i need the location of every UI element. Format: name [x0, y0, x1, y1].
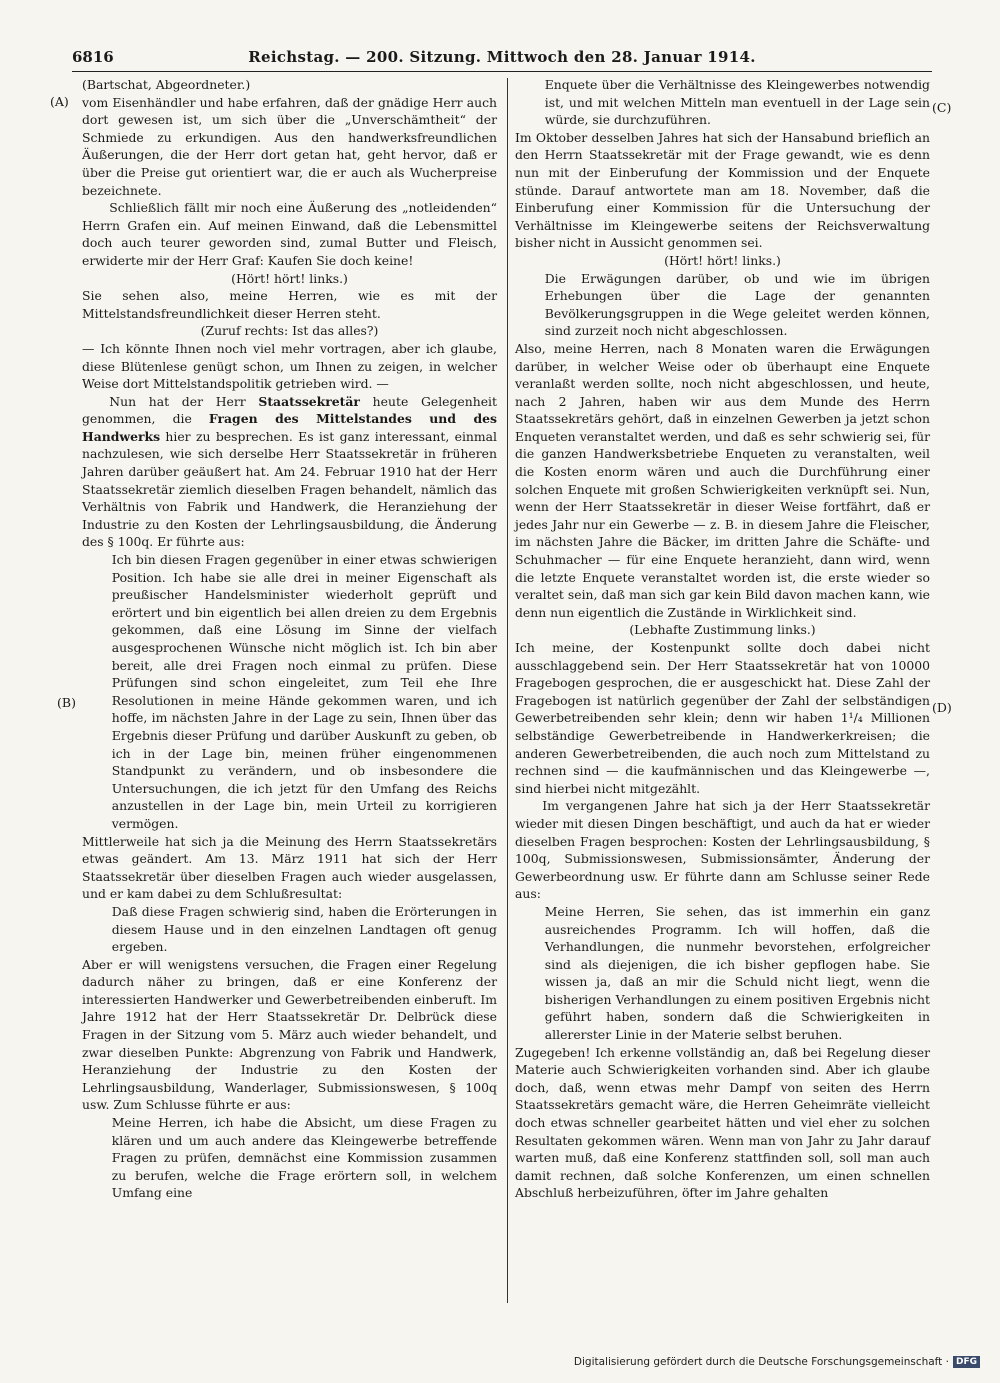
paragraph: Zugegeben! Ich erkenne vollständig an, daß bei Regelung dieser Materie auch Schwierigkeiten vorhanden sind. Aber ich glaube doch, daß, wenn etwas mehr Dampf von seiten des Herrn Staatssekretärs gemacht wäre, die Herren Geheimräte vielleicht doch etwas schneller gearbeitet hätten und viel eher zu solchen Resultaten gekommen wären. Wenn man von Jahr zu Jahr darauf warten muß, daß eine Konferenz stattfinden soll, soll man auch damit rechnen, daß solche Konferenzen, um einen schnellen Abschluß herbeizuführen, öfter im Jahre gehalten — [515, 1044, 930, 1201]
paragraph: Aber er will wenigstens versuchen, die Fragen einer Regelung dadurch näher zu bringen, daß er eine Konferenz der interessierten Handwerker und Gewerbetreibenden einberuft. Im Jahre 1912 hat der Herr Staatssekretär Dr. Delbrück diese Fragen in der Sitzung vom 5. März auch wieder behandelt, und zwar dieselben Punkte: Abgrenzung von Fabrik und Handwerk, Heranziehung der Industrie zu den Kosten der Lehrlingsausbildung, Wanderlager, Submissionswesen, § 100q usw. Zum Schlusse führte er aus: — [82, 956, 497, 1113]
margin-mark-a: (A) — [50, 94, 69, 109]
paragraph: Sie sehen also, meine Herren, wie es mit der Mittelstandsfreundlichkeit dieser Herren steht. — [82, 288, 497, 321]
page-number: 6816 — [72, 48, 114, 66]
quotation: Daß diese Fragen schwierig sind, haben die Erörterungen in diesem Hause und in den einzelnen Landtagen oft genug ergeben. — [111, 903, 497, 955]
text-run: Nun hat der Herr — [109, 393, 259, 409]
right-column — [515, 76, 930, 1202]
running-title: Reichstag. — 200. Sitzung. Mittwoch den 28. Januar 1914. — [248, 48, 756, 66]
page-header — [72, 48, 932, 70]
digitization-footer — [574, 1356, 980, 1368]
left-column — [82, 76, 497, 1202]
paragraph: — Ich könnte Ihnen noch viel mehr vortragen, aber ich glaube, diese Blütenlese genügt schon, um Ihnen zu zeigen, in welcher Weise dort Mittelstandspolitik getrieben wird. — — [82, 340, 497, 392]
margin-mark-d: (D) — [932, 700, 952, 715]
paragraph: Also, meine Herren, nach 8 Monaten waren die Erwägungen darüber, in welcher Weise oder ob überhaupt eine Enquete veranlaßt werden sollte, noch nicht abgeschlossen, und heute, nach 2 Jahren, haben wir aus dem Munde des Herrn Staatssekretärs gehört, daß in einzelnen Gewerben ja jetzt schon Enqueten veranstaltet werden, und daß es sehr schwierig sei, für die ganzen Handwerksbetriebe Enqueten zu veranstalten, weil die Kosten enorm wären und auch die Durchführung einer solchen Enquete mit großen Schwierigkeiten verknüpft sei. Nun, wenn der Herr Staatssekretär in dieser Weise fortfährt, daß er jedes Jahr nur ein Gewerbe — z. B. in diesem Jahre die Fleischer, im nächsten Jahre die Bäcker, im dritten Jahre die Schäfte- und Schuhmacher — für eine Enquete heranzieht, dann wird, wenn die letzte Enquete veranstaltet worden ist, die erste wieder so veraltet sein, daß man sich gar kein Bild davon machen kann, wie denn nun eigentlich die Zustände in Wirklichkeit sind. — [515, 340, 930, 620]
text-run: hier zu besprechen. Es ist ganz interessant, einmal nachzulesen, wie sich derselbe Herr Staatssekretär in früheren Jahren darüber geäußert hat. Am 24. Februar 1910 hat der Herr Staatssekretär ziemlich dieselben Fragen behandelt, nämlich das Verhältnis von Fabrik und Handwerk, die Heranziehung der Industrie zu den Kosten der Lehrlingsausbildung, die Änderung des § 100q. Er führte aus: — [82, 428, 497, 550]
dfg-logo: DFG — [953, 1356, 980, 1368]
paragraph: Schließlich fällt mir noch eine Äußerung des „notleidenden“ Herrn Grafen ein. Auf meinen Einwand, daß die Lebensmittel doch auch teurer geworden sind, zumal Butter und Fleisch, erwiderte mir der Herr Graf: Kaufen Sie doch keine! — [82, 200, 497, 268]
interjection: (Hört! hört! links.) — [231, 270, 348, 286]
margin-mark-c: (C) — [932, 100, 952, 115]
paragraph: Im Oktober desselben Jahres hat sich der Hansabund brieflich an den Herrn Staatssekretär mit der Frage gewandt, wie es denn nun mit der Einberufung der Kommission und der Enquete stünde. Darauf antwortete man am 18. November, daß die Einberufung einer Kommission für die Untersuchung der Verhältnisse im Kleingewerbe seitens der Reichsverwaltung bisher nicht in Aussicht genommen sei. — [515, 129, 930, 251]
footer-text: Digitalisierung gefördert durch die Deutsche Forschungsgemeinschaft · — [573, 1356, 949, 1368]
interjection: (Lebhafte Zustimmung links.) — [629, 622, 816, 638]
column-separator — [507, 78, 508, 1303]
header-rule — [72, 71, 932, 72]
paragraph: Im vergangenen Jahre hat sich ja der Herr Staatssekretär wieder mit diesen Dingen beschäftigt, und auch da hat er wieder dieselben Fragen besprochen: Kosten der Lehrlingsausbildung, § 100q, Submissionswesen, Submissionsämter, Änderung der Gewerbeordnung usw. Er führte dann am Schlusse seiner Rede aus: — [515, 798, 930, 902]
quotation: Meine Herren, Sie sehen, das ist immerhin ein ganz ausreichendes Programm. Ich will hoffen, daß die Verhandlungen, die nunmehr bevorstehen, erfolgreicher sind als diejenigen, die ich bisher gepflogen habe. Sie wissen ja, daß an mir die Schuld nicht liegt, wenn die bisherigen Verhandlungen zu einem positiven Ergebnis nicht geführt haben, sondern daß die Schwierigkeiten in allererster Linie in der Materie selbst beruhen. — [544, 903, 930, 1043]
paragraph: Ich meine, der Kostenpunkt sollte doch dabei nicht ausschlaggebend sein. Der Herr Staatssekretär hat von 10000 Fragebogen gesprochen, die er ausgeschickt hat. Diese Zahl der Fragebogen ist natürlich gegenüber der Zahl der selbständigen Gewerbetreibenden sehr klein; denn wir haben 1¹/₄ Millionen selbständige Gewerbetreibende in Handwerkerkreisen; die anderen Gewerbetreibenden, die auch noch zum Mittelstand zu rechnen sind — die kaufmännischen und das Kleingewerbe —, sind hierbei nicht mitgezählt. — [515, 640, 930, 796]
bold-run: Fragen des Mittelstandes und des Handwerks — [82, 411, 497, 444]
bold-run: Staatssekretär — [258, 393, 360, 409]
speaker-label: (Bartschat, Abgeordneter.) — [82, 77, 251, 92]
quotation: Enquete über die Verhältnisse des Kleingewerbes notwendig ist, und mit welchen Mitteln man eventuell in der Lage sein würde, sie durchzuführen. — [544, 77, 930, 128]
paragraph — [82, 393, 497, 551]
interjection: (Hört! hört! links.) — [664, 252, 781, 268]
quotation: Ich bin diesen Fragen gegenüber in einer etwas schwierigen Position. Ich habe sie alle drei in meiner Eigenschaft als preußischer Handelsminister wiederholt geprüft und erörtert und bin eigentlich bei allen dreien zu dem Ergebnis gekommen, daß eine Lösung im Sinne der vielfach ausgesprochenen Wünsche nicht möglich ist. Ich bin aber bereit, alle drei Fragen noch einmal zu prüfen. Diese Prüfungen sind schon eingeleitet, zum Teil ehe Ihre Resolutionen in meine Hände gekommen waren, und ich hoffe, im nächsten Jahre in der Lage zu sein, Ihnen über das Ergebnis dieser Prüfung und darüber Auskunft zu geben, ob ich in der Lage bin, meinen früher eingenommenen Standpunkt zu verändern, und ob insbesondere die Untersuchungen, die ich jetzt für den Umfang des Reichs anzustellen in der Lage bin, mein Urteil zu korrigieren vermögen. — [111, 552, 497, 831]
quotation: Meine Herren, ich habe die Absicht, um diese Fragen zu klären und um auch andere das Kleingewerbe betreffende Fragen zu prüfen, demnächst eine Kommission zusammen zu berufen, welche die Frage erörtern soll, in welchem Umfang eine — [111, 1115, 497, 1201]
text-run: heute Gelegenheit genommen, die — [82, 393, 497, 427]
margin-mark-b: (B) — [57, 695, 76, 710]
paragraph: vom Eisenhändler und habe erfahren, daß der gnädige Herr auch dort gewesen ist, um sich über die „Unverschämtheit“ der Schmiede zu erkundigen. Aus den handwerksfreundlichen Äußerungen, die der Herr dort getan hat, geht hervor, daß er über die Preise gut orientiert war, die er auch als Wucherpreise bezeichnete. — [82, 94, 497, 198]
quotation: Die Erwägungen darüber, ob und wie im übrigen Erhebungen über die Lage der genannten Bevölkerungsgruppen in die Wege geleitet werden können, sind zurzeit noch nicht abgeschlossen. — [544, 270, 930, 339]
interjection: (Zuruf rechts: Ist das alles?) — [200, 323, 379, 339]
paragraph: Mittlerweile hat sich ja die Meinung des Herrn Staatssekretärs etwas geändert. Am 13. März 1911 hat sich der Herr Staatssekretär über dieselben Fragen auch wieder ausgelassen, und er kam dabei zu dem Schlußresultat: — [82, 833, 497, 902]
